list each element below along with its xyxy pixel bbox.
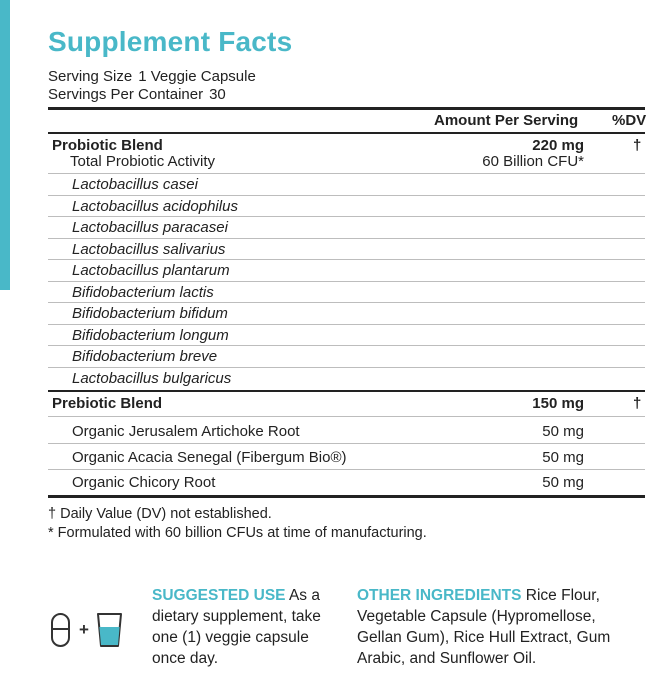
strain-row: Bifidobacterium lactis [72,284,214,301]
strain-row: Bifidobacterium longum [72,327,229,344]
dosage-icons-graphic [48,608,138,652]
strain-row: Lactobacillus casei [72,176,198,193]
prebiotic-item-name: Organic Jerusalem Artichoke Root [72,423,300,440]
plus-icon: + [79,620,89,639]
divider [48,173,645,174]
probiotic-blend-name: Probiotic Blend [52,137,163,154]
header-rule [48,132,645,134]
divider [48,345,645,346]
prebiotic-item-name: Organic Chicory Root [72,474,216,491]
probiotic-blend-dv: † [633,137,642,154]
top-rule [48,107,645,110]
capsule-icon [52,614,69,646]
servings-per-container-value: 30 [209,86,226,103]
footnote-cfu: * Formulated with 60 billion CFUs at time of manufacturing. [48,525,427,541]
other-ingredients-heading: OTHER INGREDIENTS [357,587,522,604]
other-ingredients-text: Rice Flour, Vegetable Capsule (Hypromellose, Gellan Gum), Rice Hull Extract, Gum Arabic, and Sunflower Oil. [357,587,611,667]
prebiotic-blend-name: Prebiotic Blend [52,395,163,412]
strain-row: Lactobacillus plantarum [72,262,230,279]
suggested-use-heading: SUGGESTED USE [152,587,286,604]
divider [48,416,645,417]
suggested-use-text: As a dietary supplement, take one (1) veggie capsule once day. [152,587,321,667]
dosage-icons [48,608,138,652]
water-glass-icon [98,614,121,646]
total-probiotic-activity-amount: 60 Billion CFU* [482,153,584,170]
strain-row: Lactobacillus acidophilus [72,198,238,215]
servings-per-container [48,86,226,104]
page-title: Supplement Facts [48,26,293,57]
other-ingredients [357,585,642,669]
strain-row: Lactobacillus salivarius [72,241,226,258]
divider [48,195,645,196]
prebiotic-item-name: Organic Acacia Senegal (Fibergum Bio®) [72,449,347,466]
bottom-rule [48,495,645,498]
serving-size-label: Serving Size [48,68,133,85]
divider [48,238,645,239]
dv-header: %DV [612,112,647,129]
amount-header: Amount Per Serving [434,112,579,129]
probiotic-blend-amount: 220 mg [532,137,584,154]
prebiotic-item-amount: 50 mg [542,449,584,466]
divider [48,367,645,368]
serving-size-value: 1 Veggie Capsule [138,68,256,85]
divider [48,469,645,470]
accent-bar [0,0,10,290]
footnote-dv: † Daily Value (DV) not established. [48,506,272,522]
divider [48,302,645,303]
divider [48,259,645,260]
divider [48,324,645,325]
strain-row: Lactobacillus bulgaricus [72,370,232,387]
section-rule [48,390,645,392]
strain-row: Lactobacillus paracasei [72,219,228,236]
divider [48,443,645,444]
prebiotic-item-amount: 50 mg [542,474,584,491]
prebiotic-blend-dv: † [633,395,642,412]
suggested-use [152,585,322,669]
total-probiotic-activity-label: Total Probiotic Activity [70,153,216,170]
prebiotic-item-amount: 50 mg [542,423,584,440]
prebiotic-blend-amount: 150 mg [532,395,584,412]
divider [48,216,645,217]
serving-size [48,68,256,86]
divider [48,281,645,282]
strain-row: Bifidobacterium bifidum [72,305,228,322]
servings-per-container-label: Servings Per Container [48,86,204,103]
strain-row: Bifidobacterium breve [72,348,218,365]
